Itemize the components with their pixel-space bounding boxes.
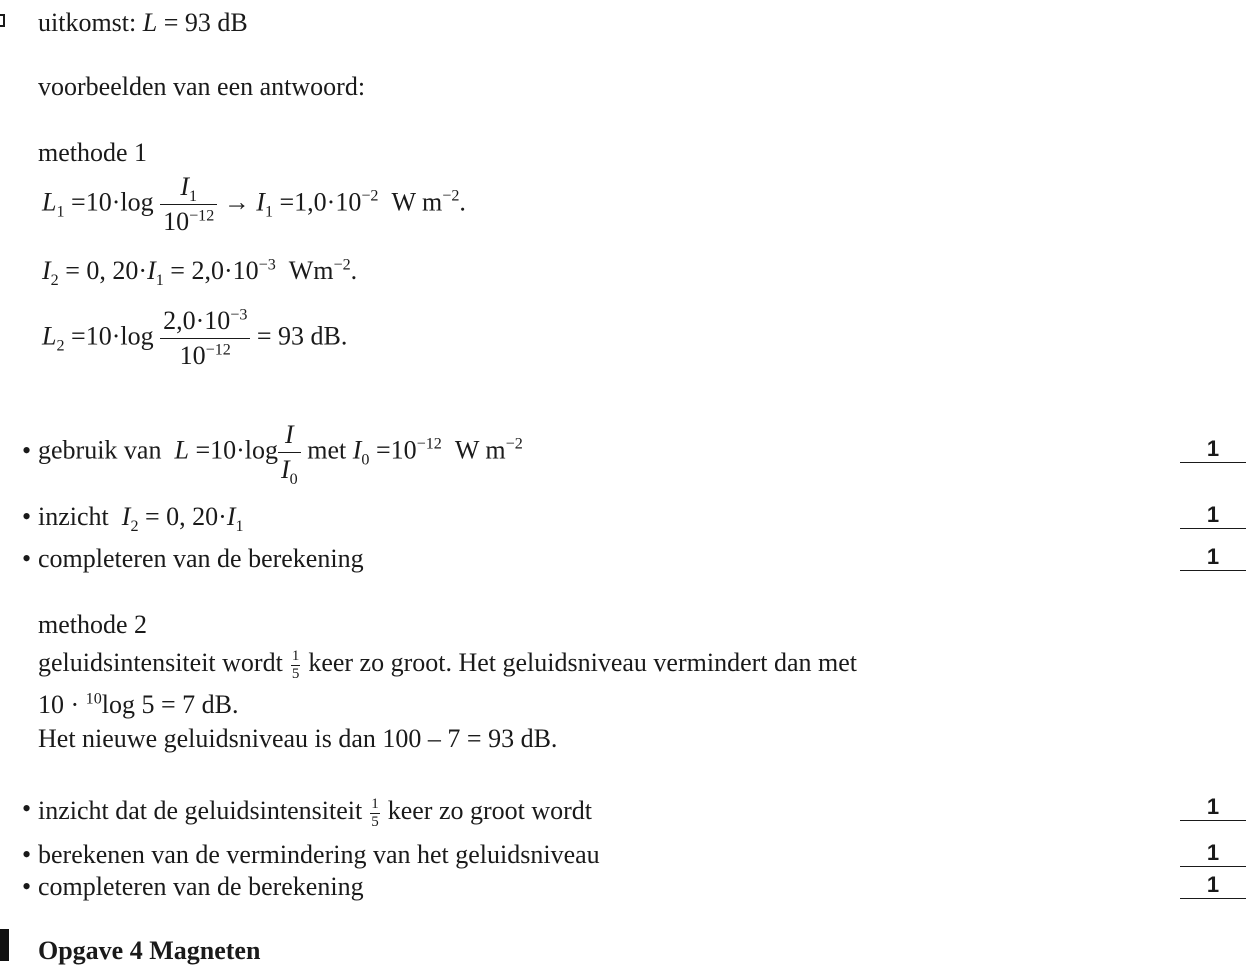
score-value: 1 <box>1180 842 1246 867</box>
score-value: 1 <box>1180 504 1246 529</box>
score-value: 1 <box>1180 546 1246 571</box>
method2-line3: Het nieuwe geluidsniveau is dan 100 – 7 = 93 dB. <box>38 724 558 753</box>
eq1-unit: W m <box>391 187 443 217</box>
eq2-end: . <box>350 256 358 285</box>
f1-den: I <box>280 454 290 484</box>
section-title: Opgave 4 Magneten <box>38 936 261 965</box>
f1-lhs: L <box>174 435 189 465</box>
scoring2-row-3 <box>0 874 1247 902</box>
method2-line2-a: 10 · <box>38 690 86 719</box>
f1-eq-sup: −12 <box>416 435 442 453</box>
f1-i0: I <box>352 435 362 465</box>
eq1-rhs-sym: I <box>256 187 265 217</box>
eq2-sym-sub: 1 <box>155 272 164 290</box>
examples-heading: voorbeelden van een antwoord: <box>38 72 366 101</box>
scoring2-row-2 <box>0 842 1247 870</box>
bullet-icon: • <box>22 872 32 901</box>
scoring1-row-2 <box>0 504 1247 538</box>
checkbox-marker <box>0 14 5 27</box>
result-line <box>38 10 248 36</box>
bullet-icon: • <box>22 502 32 531</box>
eq3-den-sup: −12 <box>205 341 231 359</box>
method1-eq3 <box>42 306 347 371</box>
f1-num: I <box>285 420 294 449</box>
fraction-one-fifth <box>291 648 301 682</box>
f2-lhs-sub: 2 <box>130 518 139 536</box>
method1-title: methode 1 <box>38 138 148 167</box>
bullet-icon: • <box>22 840 32 869</box>
f1-unit-sup: −2 <box>505 435 523 453</box>
eq2-unit-sup: −2 <box>333 256 351 274</box>
eq1-rhs: =1,0·10 <box>279 187 362 217</box>
scoring1-row-1-text: gebruik van <box>38 435 162 465</box>
f2-sym-sub: 1 <box>235 518 244 536</box>
eq3-lhs-sub: 2 <box>56 337 65 355</box>
scoring2-row-1-text-b: keer zo groot wordt <box>387 795 593 825</box>
score-value: 1 <box>1180 438 1246 463</box>
bullet-icon: • <box>22 436 32 465</box>
method2-line2-b: log 5 = 7 dB. <box>101 690 239 719</box>
f1-den-sub: 0 <box>289 471 298 489</box>
result-label: uitkomst: <box>38 8 137 37</box>
section-marker <box>0 929 9 961</box>
result-value: = 93 dB <box>163 8 248 37</box>
method2-line1-b: keer zo groot. Het geluidsniveau vermindert dan met <box>308 647 858 677</box>
bullet-icon: • <box>22 794 32 823</box>
eq1-mid: =10·log <box>71 187 154 217</box>
eq2-rhs-sup: −3 <box>258 256 276 274</box>
f2-rhs: = 0, 20· <box>145 502 227 531</box>
f1-mid: =10·log <box>195 435 278 465</box>
scoring1-row-2-content <box>38 502 244 536</box>
f1-i0-sub: 0 <box>361 451 370 469</box>
frac-den: 5 <box>371 813 379 830</box>
eq2-rhs: = 2,0·10 <box>170 256 259 285</box>
eq1-end: . <box>459 187 466 217</box>
scoring1-row-3-text: completeren van de berekening <box>38 544 364 573</box>
scoring2-row-1-content <box>38 796 592 830</box>
eq2-unit: Wm <box>288 256 334 285</box>
eq1-den-sup: −12 <box>189 207 215 225</box>
eq3-num: 2,0·10 <box>163 306 231 335</box>
eq2-mid: = 0, 20· <box>65 256 148 285</box>
eq1-rhs-sup: −2 <box>361 187 379 205</box>
arrow-icon: → <box>223 187 250 217</box>
scoring1-row-3 <box>0 546 1247 576</box>
eq3-lhs: L <box>42 321 57 351</box>
scoring1-row-1-content <box>38 420 523 489</box>
fraction-one-fifth <box>370 796 380 830</box>
eq3-mid: =10·log <box>71 321 154 351</box>
f1-met: met <box>307 435 347 465</box>
eq1-lhs-sub: 1 <box>56 203 65 221</box>
eq3-den: 10 <box>179 340 206 370</box>
eq1-num: I <box>180 172 189 201</box>
score-value: 1 <box>1180 796 1246 821</box>
method2-line2-sup: 10 <box>85 690 102 708</box>
scoring2-row-1 <box>0 796 1247 828</box>
bullet-icon: • <box>22 544 32 573</box>
f1-unit: W m <box>454 435 506 465</box>
method2-line1-a: geluidsintensiteit wordt <box>38 647 283 677</box>
scoring2-row-1-text-a: inzicht dat de geluidsintensiteit <box>38 795 363 825</box>
method2-title: methode 2 <box>38 610 148 639</box>
eq3-num-sup: −3 <box>230 306 248 324</box>
method1-eq2 <box>42 256 358 290</box>
method2-line2 <box>38 692 239 718</box>
eq1-rhs-sub: 1 <box>264 203 274 221</box>
eq1-num-sub: 1 <box>188 188 198 206</box>
eq1-lhs: L <box>42 187 57 217</box>
eq2-lhs: I <box>42 256 51 285</box>
frac-den: 5 <box>291 665 300 682</box>
frac-num: 1 <box>291 648 300 664</box>
method1-eq1 <box>42 172 466 237</box>
eq1-den: 10 <box>163 206 190 236</box>
f2-lhs: I <box>121 502 131 531</box>
scoring1-row-2-text: inzicht <box>38 502 109 531</box>
result-symbol: L <box>142 8 158 37</box>
frac-num: 1 <box>371 796 379 812</box>
scoring1-row-1 <box>0 420 1247 490</box>
eq2-sym: I <box>147 256 156 285</box>
method2-line1 <box>38 648 857 682</box>
score-value: 1 <box>1180 874 1246 899</box>
eq3-rhs: = 93 dB. <box>256 321 348 351</box>
f1-fraction <box>278 420 301 489</box>
eq2-lhs-sub: 2 <box>50 272 59 290</box>
eq3-fraction <box>160 306 250 371</box>
eq1-unit-sup: −2 <box>442 187 460 205</box>
f1-eq: =10 <box>375 435 417 465</box>
scoring2-row-3-text: completeren van de berekening <box>38 872 364 901</box>
f2-sym: I <box>226 502 236 531</box>
eq1-fraction <box>160 172 217 237</box>
scoring2-row-2-text: berekenen van de vermindering van het geluidsniveau <box>38 840 600 869</box>
